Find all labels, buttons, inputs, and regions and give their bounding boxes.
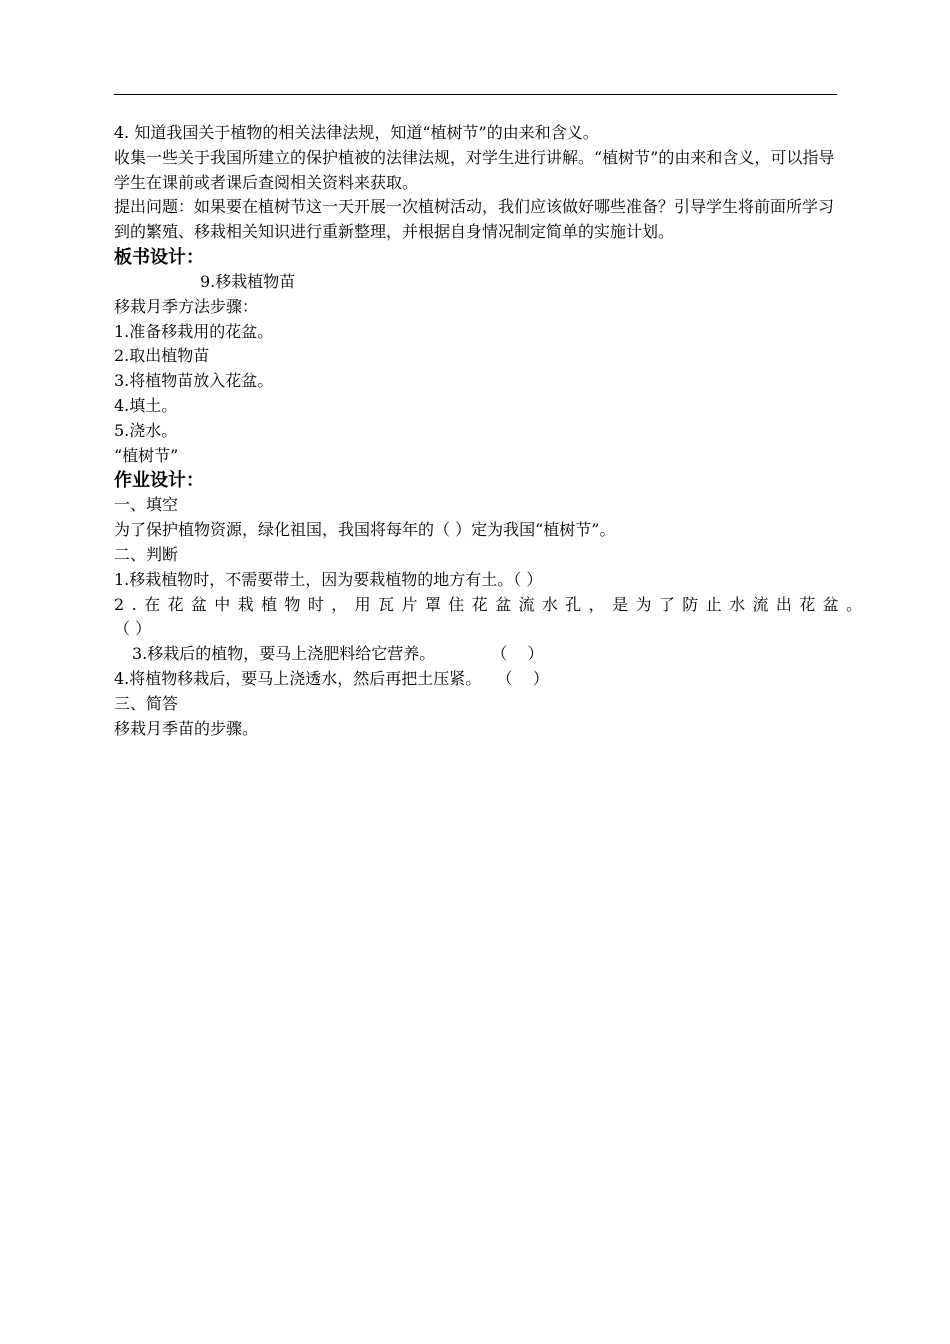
judgement-title: 二、判断	[114, 544, 179, 564]
homework-heading: 作业设计：	[114, 470, 204, 492]
board-step-2: 2.取出植物苗	[114, 346, 210, 366]
fill-blank-question: 为了保护植物资源，绿化祖国，我国将每年的（ ）定为我国“植树节”。	[114, 520, 616, 540]
board-step-4: 4.填土。	[114, 395, 178, 415]
board-title: 9.移栽植物苗	[200, 271, 296, 291]
board-subtitle: 移栽月季方法步骤：	[114, 296, 259, 316]
judgement-question-3: 3.移栽后的植物，要马上浇肥料给它营养。 （ ）	[132, 644, 544, 664]
board-arbor-day: “植树节”	[114, 445, 179, 465]
fill-blank-title: 一、填空	[114, 495, 179, 515]
question-paragraph: 提出问题：如果要在植树节这一天开展一次植树活动，我们应该做好哪些准备？引导学生将前面所学习到的繁殖、移栽相关知识进行重新整理，并根据自身情况制定简单的实施计划。	[114, 197, 835, 242]
board-step-1: 1.准备移栽用的花盆。	[114, 321, 274, 341]
judgement-question-1: 1.移栽植物时，不需要带土，因为要栽植物的地方有土。（ ）	[114, 569, 543, 589]
judgement-question-4: 4.将植物移栽后，要马上浇透水，然后再把土压紧。 （ ）	[114, 668, 549, 688]
judgement-question-2: 2.在花盆中栽植物时，用瓦片罩住花盆流水孔，是为了防止水流出花盆。	[114, 594, 870, 614]
board-step-3: 3.将植物苗放入花盆。	[114, 371, 274, 391]
law-paragraph: 收集一些关于我国所建立的保护植被的法律法规，对学生进行讲解。“植树节”的由来和含义，可以指导学生在课前或者课后查阅相关资料来获取。	[114, 147, 835, 192]
objective-point-4: 4. 知道我国关于植物的相关法律法规，知道“植树节”的由来和含义。	[114, 123, 599, 142]
header-rule	[114, 94, 837, 95]
board-design-heading: 板书设计：	[114, 246, 204, 268]
judgement-question-2-paren: （ ）	[114, 619, 152, 639]
short-answer-title: 三、简答	[114, 693, 179, 713]
board-step-5: 5.浇水。	[114, 420, 178, 440]
document-body	[114, 121, 870, 741]
short-answer-question: 移栽月季苗的步骤。	[114, 718, 259, 738]
